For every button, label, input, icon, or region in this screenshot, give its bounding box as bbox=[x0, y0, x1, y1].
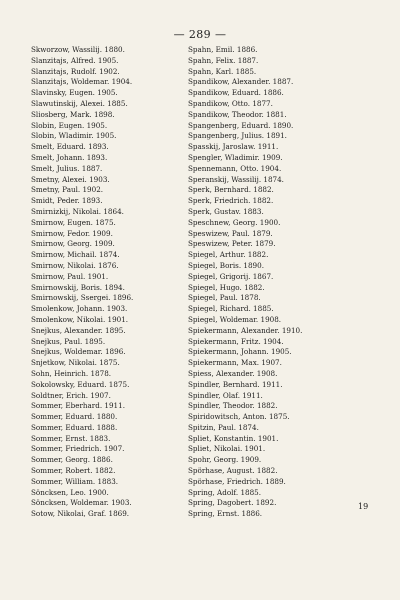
list-entry: Sohn, Heinrich. 1878. bbox=[31, 368, 112, 378]
list-entry: Spiegel, Hugo. 1882. bbox=[188, 282, 265, 292]
list-entry: Smolenkow, Johann. 1903. bbox=[31, 304, 128, 314]
list-entry: Smirnow, Paul. 1901. bbox=[31, 271, 109, 281]
list-entry: Spahn, Emil. 1886. bbox=[188, 45, 258, 54]
list-entry: Sperk, Friedrich. 1882. bbox=[188, 196, 274, 206]
list-entry: Sommer, Ernst. 1883. bbox=[31, 433, 111, 443]
list-entry: Soldtner, Erich. 1907. bbox=[31, 390, 111, 400]
list-entry: Smirnow, Fedor. 1909. bbox=[31, 228, 113, 238]
list-entry: Slawutinskij, Alexei. 1885. bbox=[31, 98, 128, 108]
list-entry: Spring, Adolf. 1885. bbox=[188, 487, 262, 497]
list-entry: Sommer, William. 1883. bbox=[31, 476, 119, 486]
list-entry: Spindler, Bernhard. 1911. bbox=[188, 379, 283, 389]
list-entry: Spahn, Felix. 1887. bbox=[188, 55, 259, 65]
list-entry: Speswizew, Peter. 1879. bbox=[188, 239, 276, 249]
list-entry: Smirnow, Eugen. 1875. bbox=[31, 217, 116, 227]
list-entry: Smetny, Alexei. 1903. bbox=[31, 174, 110, 184]
list-entry: Spörhase, Friedrich. 1889. bbox=[188, 476, 286, 486]
list-entry: Smirnow, Michail. 1874. bbox=[31, 250, 120, 260]
list-entry: Spiegel, Arthur. 1882. bbox=[188, 250, 269, 260]
list-entry: Söncksen, Woldemar. 1903. bbox=[31, 498, 132, 508]
list-entry: Sommer, Eduard. 1888. bbox=[31, 422, 118, 432]
list-entry: Smirnizkij, Nikolai. 1864. bbox=[31, 206, 124, 216]
list-entry: Spiegel, Richard. 1885. bbox=[188, 304, 274, 314]
list-entry: Sokolowsky, Eduard. 1875. bbox=[31, 379, 130, 389]
list-entry: Slanzitajs, Rudolf. 1902. bbox=[31, 66, 120, 76]
list-entry: Spliet, Konstantin. 1901. bbox=[188, 433, 279, 443]
list-entry: Spörhase, August. 1882. bbox=[188, 466, 278, 476]
list-entry: Spiekermann, Johann. 1905. bbox=[188, 347, 292, 357]
list-entry: Spandikow, Eduard. 1886. bbox=[188, 88, 284, 98]
list-entry: Sommer, Eduard. 1880. bbox=[31, 412, 118, 422]
list-entry: Spiess, Alexander. 1908. bbox=[188, 368, 278, 378]
list-entry: Spahn, Karl. 1885. bbox=[188, 66, 257, 76]
list-entry: Speschnew, Georg. 1900. bbox=[188, 217, 281, 227]
list-entry: Spindler, Olaf. 1911. bbox=[188, 390, 263, 400]
list-entry: Spitzin, Paul. 1874. bbox=[188, 422, 259, 432]
list-entry: Smirnowskij, Ssergei. 1896. bbox=[31, 293, 134, 303]
list-entry: Spohr, Georg. 1909. bbox=[188, 455, 262, 465]
list-entry: Spiegel, Grigorij. 1867. bbox=[188, 271, 274, 281]
list-entry: Slavinsky, Eugen. 1905. bbox=[31, 88, 118, 98]
list-entry: Spiekermann, Fritz. 1904. bbox=[188, 336, 284, 346]
list-entry: Sperk, Bernhard. 1882. bbox=[188, 185, 274, 195]
list-entry: Snejkus, Woldemar. 1896. bbox=[31, 347, 126, 357]
list-entry: Slobin, Eugen. 1905. bbox=[31, 120, 108, 130]
list-entry: Spiekermann, Max. 1907. bbox=[188, 358, 282, 368]
list-entry: Snejkus, Paul. 1895. bbox=[31, 336, 106, 346]
list-entry: Spangenberg, Eduard. 1890. bbox=[188, 120, 294, 130]
list-entry: Smirnow, Nikolai. 1876. bbox=[31, 260, 119, 270]
list-entry: Smelt, Julius. 1887. bbox=[31, 163, 103, 173]
list-entry: Sperk, Gustav. 1883. bbox=[188, 206, 264, 216]
list-entry: Skworzow, Wassilij. 1880. bbox=[31, 45, 125, 54]
list-entry: Slobin, Wladimir. 1905. bbox=[31, 131, 117, 141]
list-entry: Speranskij, Wassilij. 1874. bbox=[188, 174, 284, 184]
list-entry: Smirnow, Georg. 1909. bbox=[31, 239, 115, 249]
list-entry: Spengler, Wladimir. 1909. bbox=[188, 152, 283, 162]
list-entry: Spiekermann, Alexander. 1910. bbox=[188, 325, 303, 335]
list-entry: Snejkus, Alexander. 1895. bbox=[31, 325, 126, 335]
left-column bbox=[31, 45, 191, 520]
list-entry: Sliosberg, Mark. 1898. bbox=[31, 109, 115, 119]
list-entry: Slanzitajs, Alfred. 1905. bbox=[31, 55, 119, 65]
list-entry: Spring, Dagobert. 1892. bbox=[188, 498, 277, 508]
list-entry: Spring, Ernst. 1886. bbox=[188, 509, 263, 519]
list-entry: Smolenkow, Nikolai. 1901. bbox=[31, 314, 129, 324]
page-number: — 289 — bbox=[173, 28, 227, 41]
list-entry: Smirnowskij, Boris. 1894. bbox=[31, 282, 125, 292]
list-entry: Sommer, Robert. 1882. bbox=[31, 466, 116, 476]
signature-mark: 19 bbox=[358, 502, 369, 511]
list-entry: Spiegel, Boris. 1890. bbox=[188, 260, 264, 270]
list-entry: Spindler, Theodor. 1882. bbox=[188, 401, 278, 411]
list-entry: Sommer, Eberhard. 1911. bbox=[31, 401, 125, 411]
list-entry: Sotow, Nikolai, Graf. 1869. bbox=[31, 509, 130, 519]
list-entry: Spandikow, Alexander. 1887. bbox=[188, 77, 294, 87]
list-entry: Smelt, Johann. 1893. bbox=[31, 152, 108, 162]
list-entry: Spangenberg, Julius. 1891. bbox=[188, 131, 287, 141]
list-entry: Sommer, Friedrich. 1907. bbox=[31, 444, 125, 454]
list-entry: Slanzitajs, Woldemar. 1904. bbox=[31, 77, 133, 87]
list-entry: Snjetkow, Nikolai. 1875. bbox=[31, 358, 120, 368]
list-entry: Spliet, Nikolai. 1901. bbox=[188, 444, 266, 454]
list-entry: Speswizew, Paul. 1879. bbox=[188, 228, 273, 238]
list-entry: Spiegel, Woldemar. 1908. bbox=[188, 314, 282, 324]
list-entry: Spennemann, Otto. 1904. bbox=[188, 163, 282, 173]
list-entry: Söncksen, Leo. 1900. bbox=[31, 487, 109, 497]
list-entry: Spiridowitsch, Anton. 1875. bbox=[188, 412, 290, 422]
right-column bbox=[188, 45, 358, 520]
list-entry: Spasskij, Jaroslaw. 1911. bbox=[188, 142, 279, 152]
list-entry: Spandikow, Otto. 1877. bbox=[188, 98, 273, 108]
list-entry: Spandikow, Theodor. 1881. bbox=[188, 109, 287, 119]
list-entry: Smidt, Peder. 1893. bbox=[31, 196, 103, 206]
list-entry: Sommer, Georg. 1886. bbox=[31, 455, 113, 465]
list-entry: Smetny, Paul. 1902. bbox=[31, 185, 104, 195]
list-entry: Spiegel, Paul. 1878. bbox=[188, 293, 261, 303]
list-entry: Smelt, Eduard. 1893. bbox=[31, 142, 109, 152]
